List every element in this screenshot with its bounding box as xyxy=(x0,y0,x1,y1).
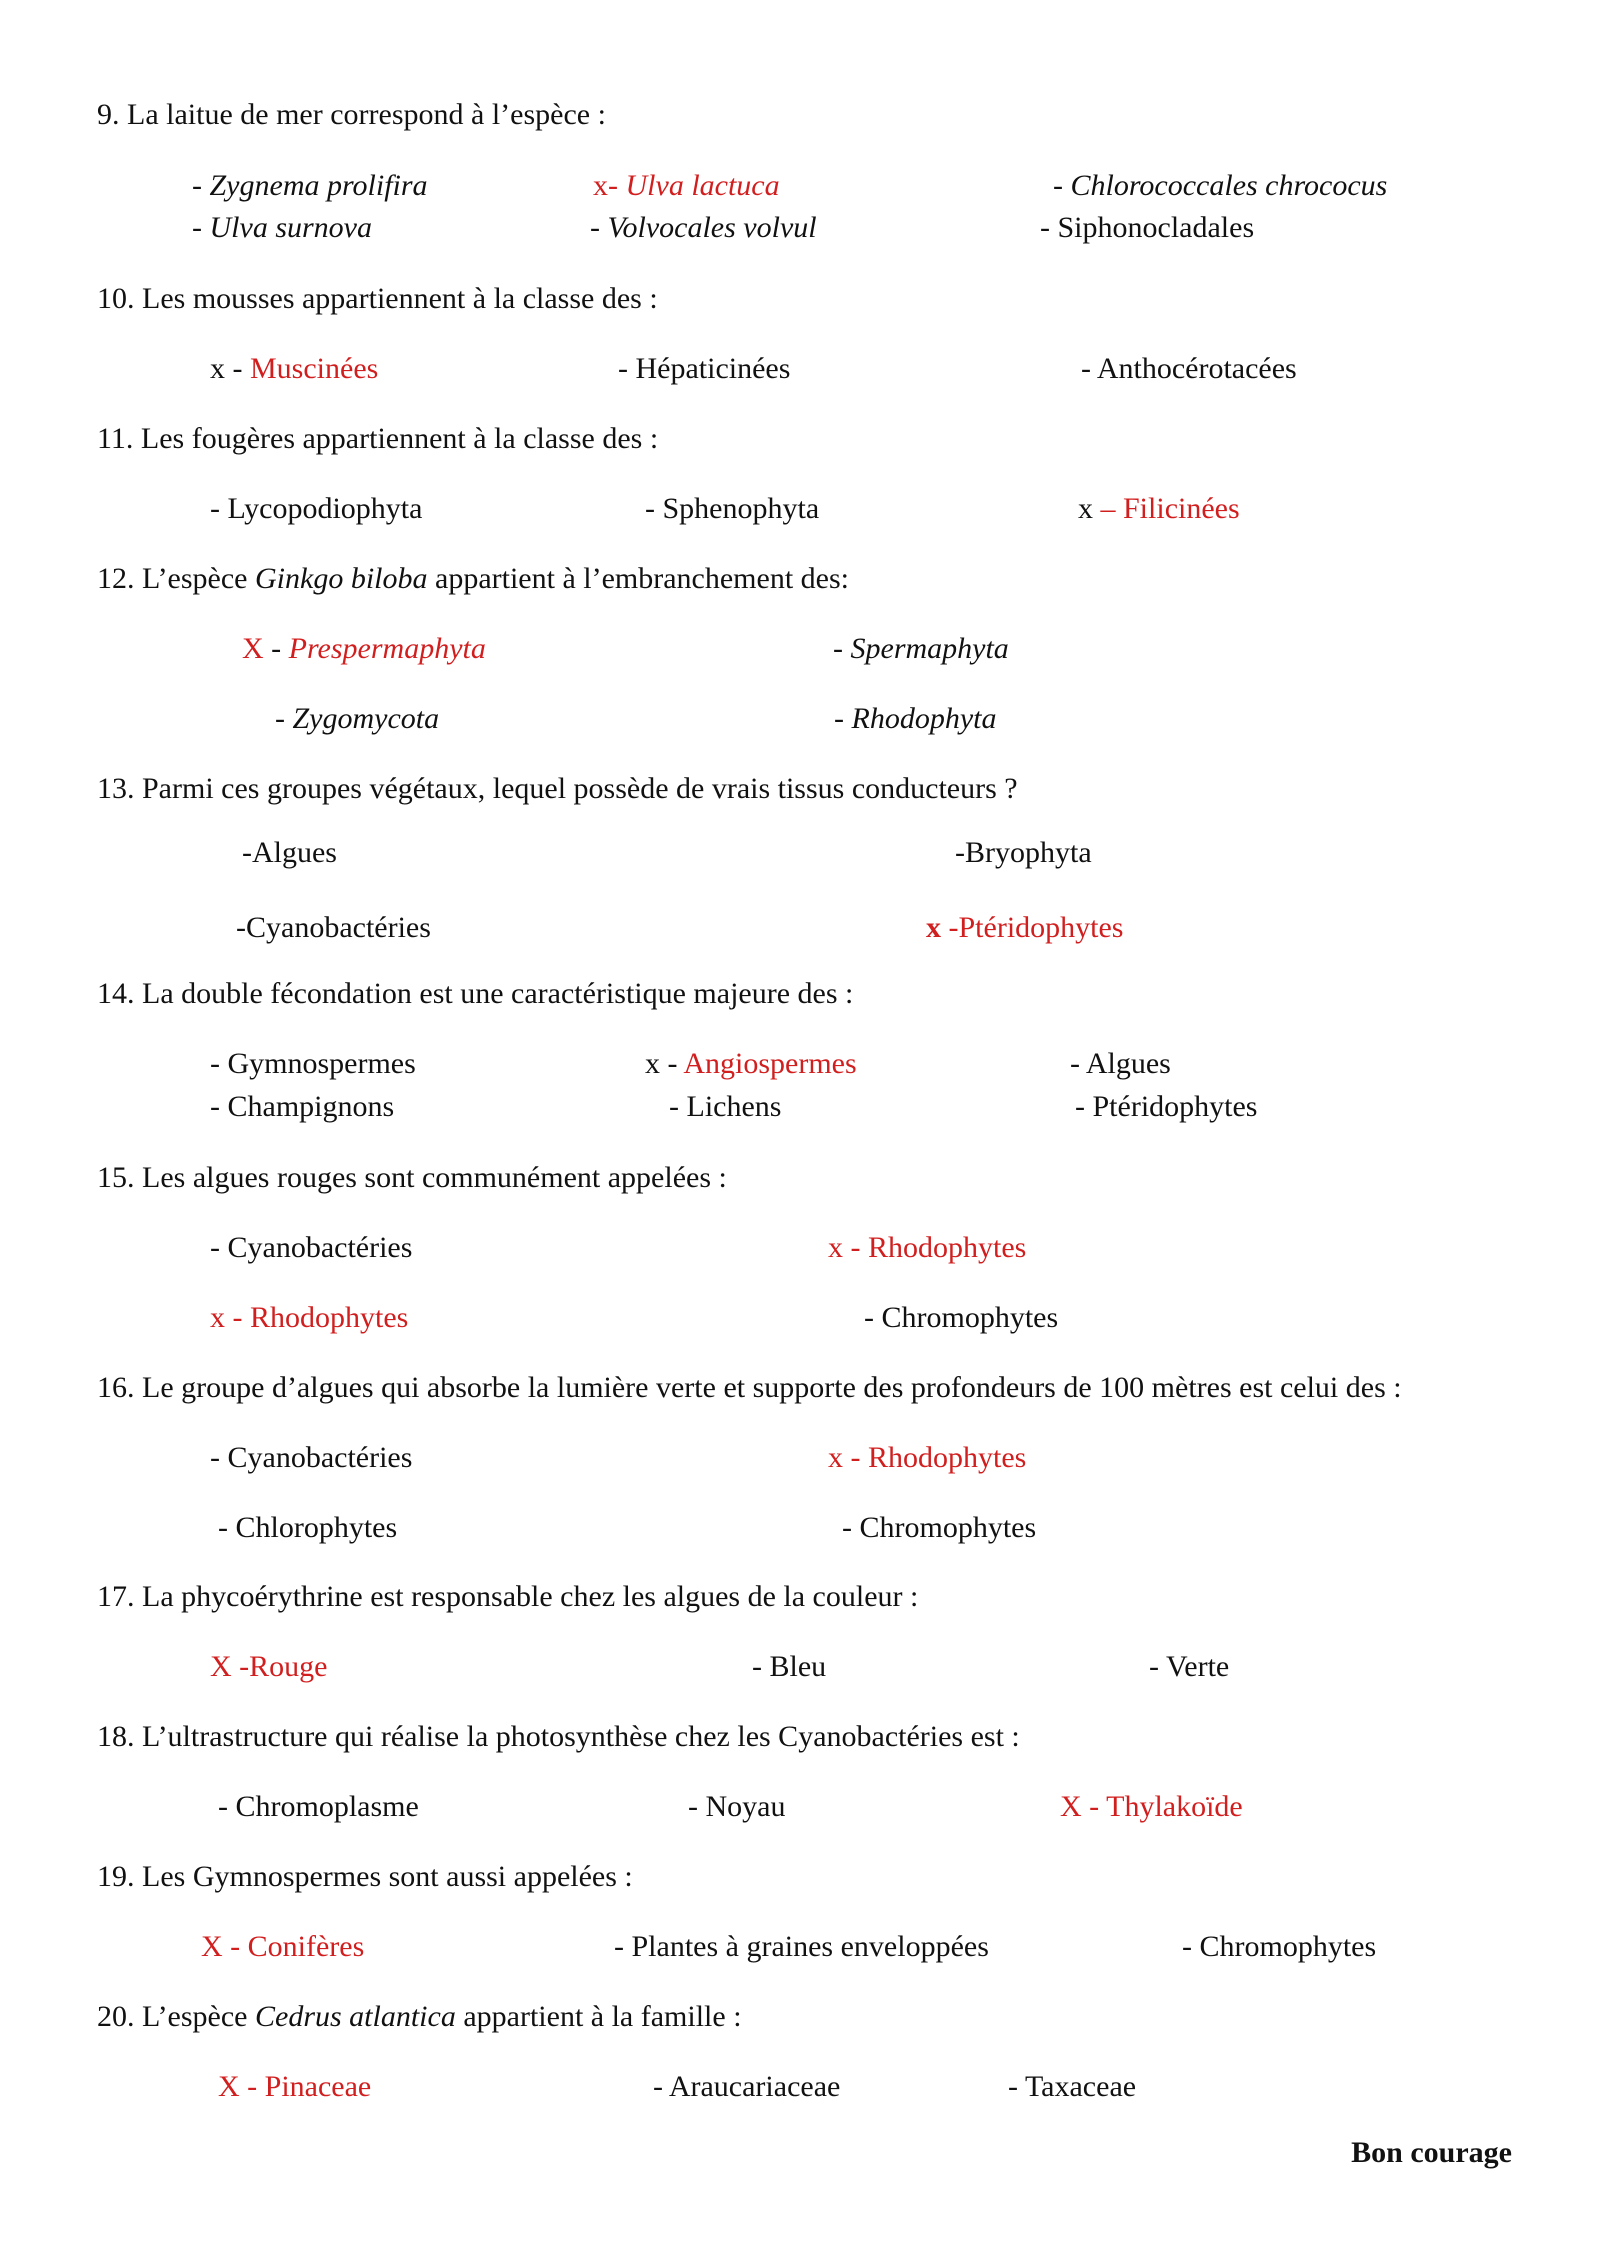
option-11-2: - Sphenophyta xyxy=(645,492,820,525)
option-19-2: - Plantes à graines enveloppées xyxy=(614,1930,989,1963)
question-14: 14. La double fécondation est une caractéristique majeure des : xyxy=(97,977,854,1010)
option-11-3-correct xyxy=(1078,492,1240,526)
option-prefix: - xyxy=(1053,169,1071,202)
option-prefix: - xyxy=(275,702,293,735)
option-prefix: - xyxy=(590,211,608,244)
answer-text: Muscinées xyxy=(250,352,379,385)
option-9-2-correct xyxy=(593,169,780,203)
option-17-2: - Bleu xyxy=(752,1650,827,1683)
question-9: 9. La laitue de mer correspond à l’espèce : xyxy=(97,98,606,131)
question-20 xyxy=(97,2000,742,2034)
species-name: Cedrus atlantica xyxy=(255,2000,456,2033)
answer-mark: x xyxy=(1078,492,1101,525)
option-16-2-correct: x - Rhodophytes xyxy=(828,1441,1027,1474)
option-18-1: - Chromoplasme xyxy=(218,1790,419,1823)
species-name: Rhodophyta xyxy=(851,702,997,735)
question-text: appartient à la famille : xyxy=(455,2000,742,2033)
option-14-3: - Algues xyxy=(1070,1047,1171,1080)
option-10-2: - Hépaticinées xyxy=(618,352,791,385)
option-14-1: - Gymnospermes xyxy=(210,1047,416,1080)
option-16-3: - Chlorophytes xyxy=(218,1511,398,1544)
answer-mark: x xyxy=(926,911,941,944)
question-12 xyxy=(97,562,849,596)
option-20-2: - Araucariaceae xyxy=(653,2070,841,2103)
question-11: 11. Les fougères appartiennent à la classe des : xyxy=(97,422,659,455)
answer-text: – Filicinées xyxy=(1100,492,1240,525)
option-12-3 xyxy=(275,702,439,736)
species-name: Chlorococcales chrococus xyxy=(1070,169,1388,202)
option-prefix: - xyxy=(192,169,210,202)
question-10: 10. Les mousses appartiennent à la classe des : xyxy=(97,282,658,315)
species-name: Zygomycota xyxy=(292,702,440,735)
option-14-4: - Champignons xyxy=(210,1090,395,1123)
option-15-3-correct: x - Rhodophytes xyxy=(210,1301,409,1334)
option-9-5 xyxy=(590,211,817,245)
option-14-5: - Lichens xyxy=(669,1090,782,1123)
answer-mark: x - xyxy=(645,1047,684,1080)
option-13-1: -Algues xyxy=(242,836,337,869)
option-16-4: - Chromophytes xyxy=(842,1511,1037,1544)
answer-mark: X xyxy=(242,632,264,665)
option-19-1-correct: X - Conifères xyxy=(201,1930,365,1963)
option-11-1: - Lycopodiophyta xyxy=(210,492,423,525)
option-14-6: - Ptéridophytes xyxy=(1075,1090,1258,1123)
option-14-2-correct xyxy=(645,1047,857,1081)
species-name: Spermaphyta xyxy=(850,632,1009,665)
option-18-3-correct: X - Thylakoïde xyxy=(1060,1790,1243,1823)
question-text: appartient à l’embranchement des: xyxy=(427,562,849,595)
species-name: Zygnema prolifira xyxy=(209,169,428,202)
option-12-2 xyxy=(833,632,1009,666)
question-13: 13. Parmi ces groupes végétaux, lequel possède de vrais tissus conducteurs ? xyxy=(97,772,1018,805)
option-12-4 xyxy=(834,702,996,736)
answer-text: Prespermaphyta xyxy=(288,632,486,665)
option-prefix: - xyxy=(834,702,852,735)
question-17: 17. La phycoérythrine est responsable chez les algues de la couleur : xyxy=(97,1580,919,1613)
question-15: 15. Les algues rouges sont communément appelées : xyxy=(97,1161,727,1194)
option-9-4 xyxy=(192,211,372,245)
option-prefix: - xyxy=(833,632,851,665)
question-16: 16. Le groupe d’algues qui absorbe la lumière verte et supporte des profondeurs de 100 mètres est celui des : xyxy=(97,1371,1402,1404)
answer-text: Angiospermes xyxy=(683,1047,857,1080)
answer-text: -Ptéridophytes xyxy=(941,911,1124,944)
option-prefix: - xyxy=(192,211,210,244)
option-prefix: - xyxy=(263,632,289,665)
option-20-3: - Taxaceae xyxy=(1008,2070,1137,2103)
species-name: Volvocales volvul xyxy=(607,211,817,244)
option-13-2: -Bryophyta xyxy=(955,836,1092,869)
option-9-3 xyxy=(1053,169,1387,203)
option-19-3: - Chromophytes xyxy=(1182,1930,1377,1963)
option-9-6: - Siphonocladales xyxy=(1040,211,1255,244)
species-name: Ulva lactuca xyxy=(625,169,780,202)
option-20-1-correct: X - Pinaceae xyxy=(218,2070,372,2103)
question-18: 18. L’ultrastructure qui réalise la photosynthèse chez les Cyanobactéries est : xyxy=(97,1720,1020,1753)
option-15-4: - Chromophytes xyxy=(864,1301,1059,1334)
option-13-3: -Cyanobactéries xyxy=(236,911,431,944)
question-text: 20. L’espèce xyxy=(97,2000,255,2033)
option-15-2-correct: x - Rhodophytes xyxy=(828,1231,1027,1264)
option-12-1-correct xyxy=(242,632,486,666)
option-15-1: - Cyanobactéries xyxy=(210,1231,413,1264)
option-10-1-correct xyxy=(210,352,378,386)
option-17-3: - Verte xyxy=(1149,1650,1230,1683)
species-name: Ulva surnova xyxy=(209,211,372,244)
closing-note: Bon courage xyxy=(1351,2136,1512,2169)
option-16-1: - Cyanobactéries xyxy=(210,1441,413,1474)
option-13-4-correct xyxy=(926,911,1123,945)
answer-mark: x - xyxy=(210,352,250,385)
option-10-3: - Anthocérotacées xyxy=(1081,352,1297,385)
option-17-1-correct: X -Rouge xyxy=(210,1650,328,1683)
option-9-1 xyxy=(192,169,428,203)
question-text: 12. L’espèce xyxy=(97,562,255,595)
question-19: 19. Les Gymnospermes sont aussi appelées : xyxy=(97,1860,633,1893)
answer-mark: x- xyxy=(593,169,626,202)
species-name: Ginkgo biloba xyxy=(255,562,428,595)
option-18-2: - Noyau xyxy=(688,1790,786,1823)
